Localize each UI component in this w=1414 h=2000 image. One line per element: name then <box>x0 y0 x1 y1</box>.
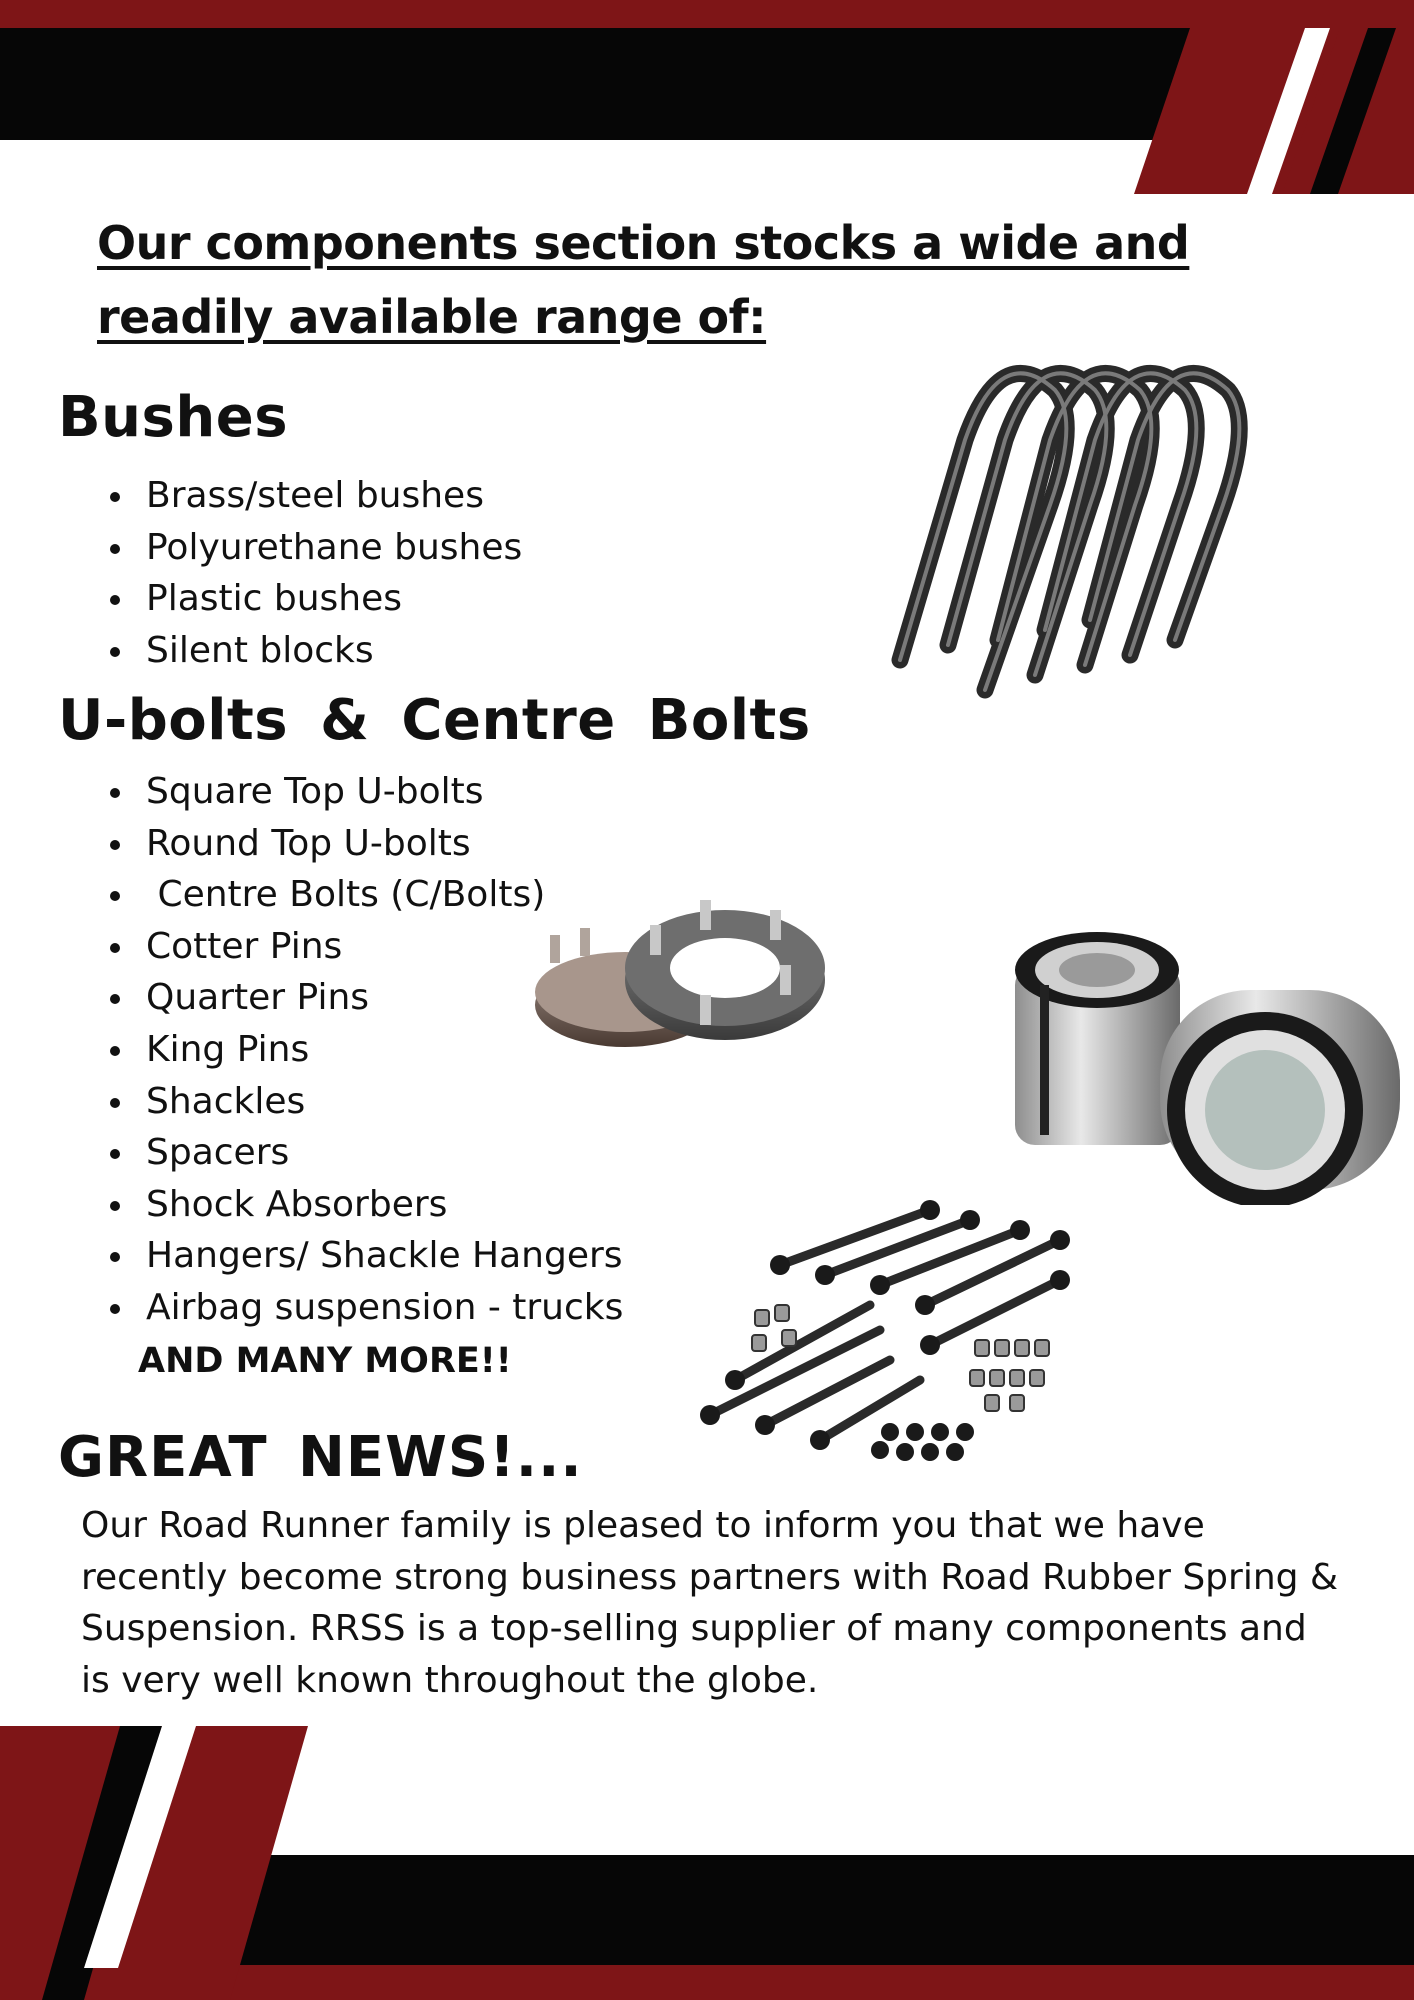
list-item: Plastic bushes <box>104 573 522 625</box>
list-item: Cotter Pins <box>104 921 623 973</box>
rubber-bushings-image <box>1010 925 1410 1205</box>
list-item: Round Top U-bolts <box>104 818 623 870</box>
suspension-kit-image <box>690 1190 1110 1470</box>
list-item: Centre Bolts (C/Bolts) <box>104 869 623 921</box>
top-decoration <box>0 0 1414 200</box>
list-item: Shock Absorbers <box>104 1179 623 1231</box>
news-body: Our Road Runner family is pleased to inform you that we have recently become strong business partners with Road Rubber Spring & Suspension. RRSS is a top-selling supplier of many components and is very well known throughout the globe. <box>81 1505 1339 1701</box>
bushes-heading: Bushes <box>58 385 289 450</box>
list-item: King Pins <box>104 1024 623 1076</box>
list-item: Shackles <box>104 1076 623 1128</box>
list-item: Spacers <box>104 1127 623 1179</box>
bushes-list <box>104 470 522 676</box>
list-item: Hangers/ Shackle Hangers <box>104 1230 623 1282</box>
list-item: Quarter Pins <box>104 972 623 1024</box>
ubolts-heading: U-bolts & Centre Bolts <box>58 688 811 753</box>
news-heading: GREAT NEWS!... <box>58 1425 583 1490</box>
list-item: Brass/steel bushes <box>104 470 522 522</box>
list-item: Silent blocks <box>104 625 522 677</box>
many-more-note: AND MANY MORE!! <box>138 1341 512 1381</box>
wheel-spacers-image <box>530 880 830 1070</box>
intro-heading: Our components section stocks a wide and readily available range of: <box>97 216 1190 344</box>
u-bolts-image <box>880 345 1300 705</box>
list-item: Square Top U-bolts <box>104 766 623 818</box>
list-item: Airbag suspension - trucks <box>104 1282 623 1334</box>
list-item: Polyurethane bushes <box>104 522 522 574</box>
